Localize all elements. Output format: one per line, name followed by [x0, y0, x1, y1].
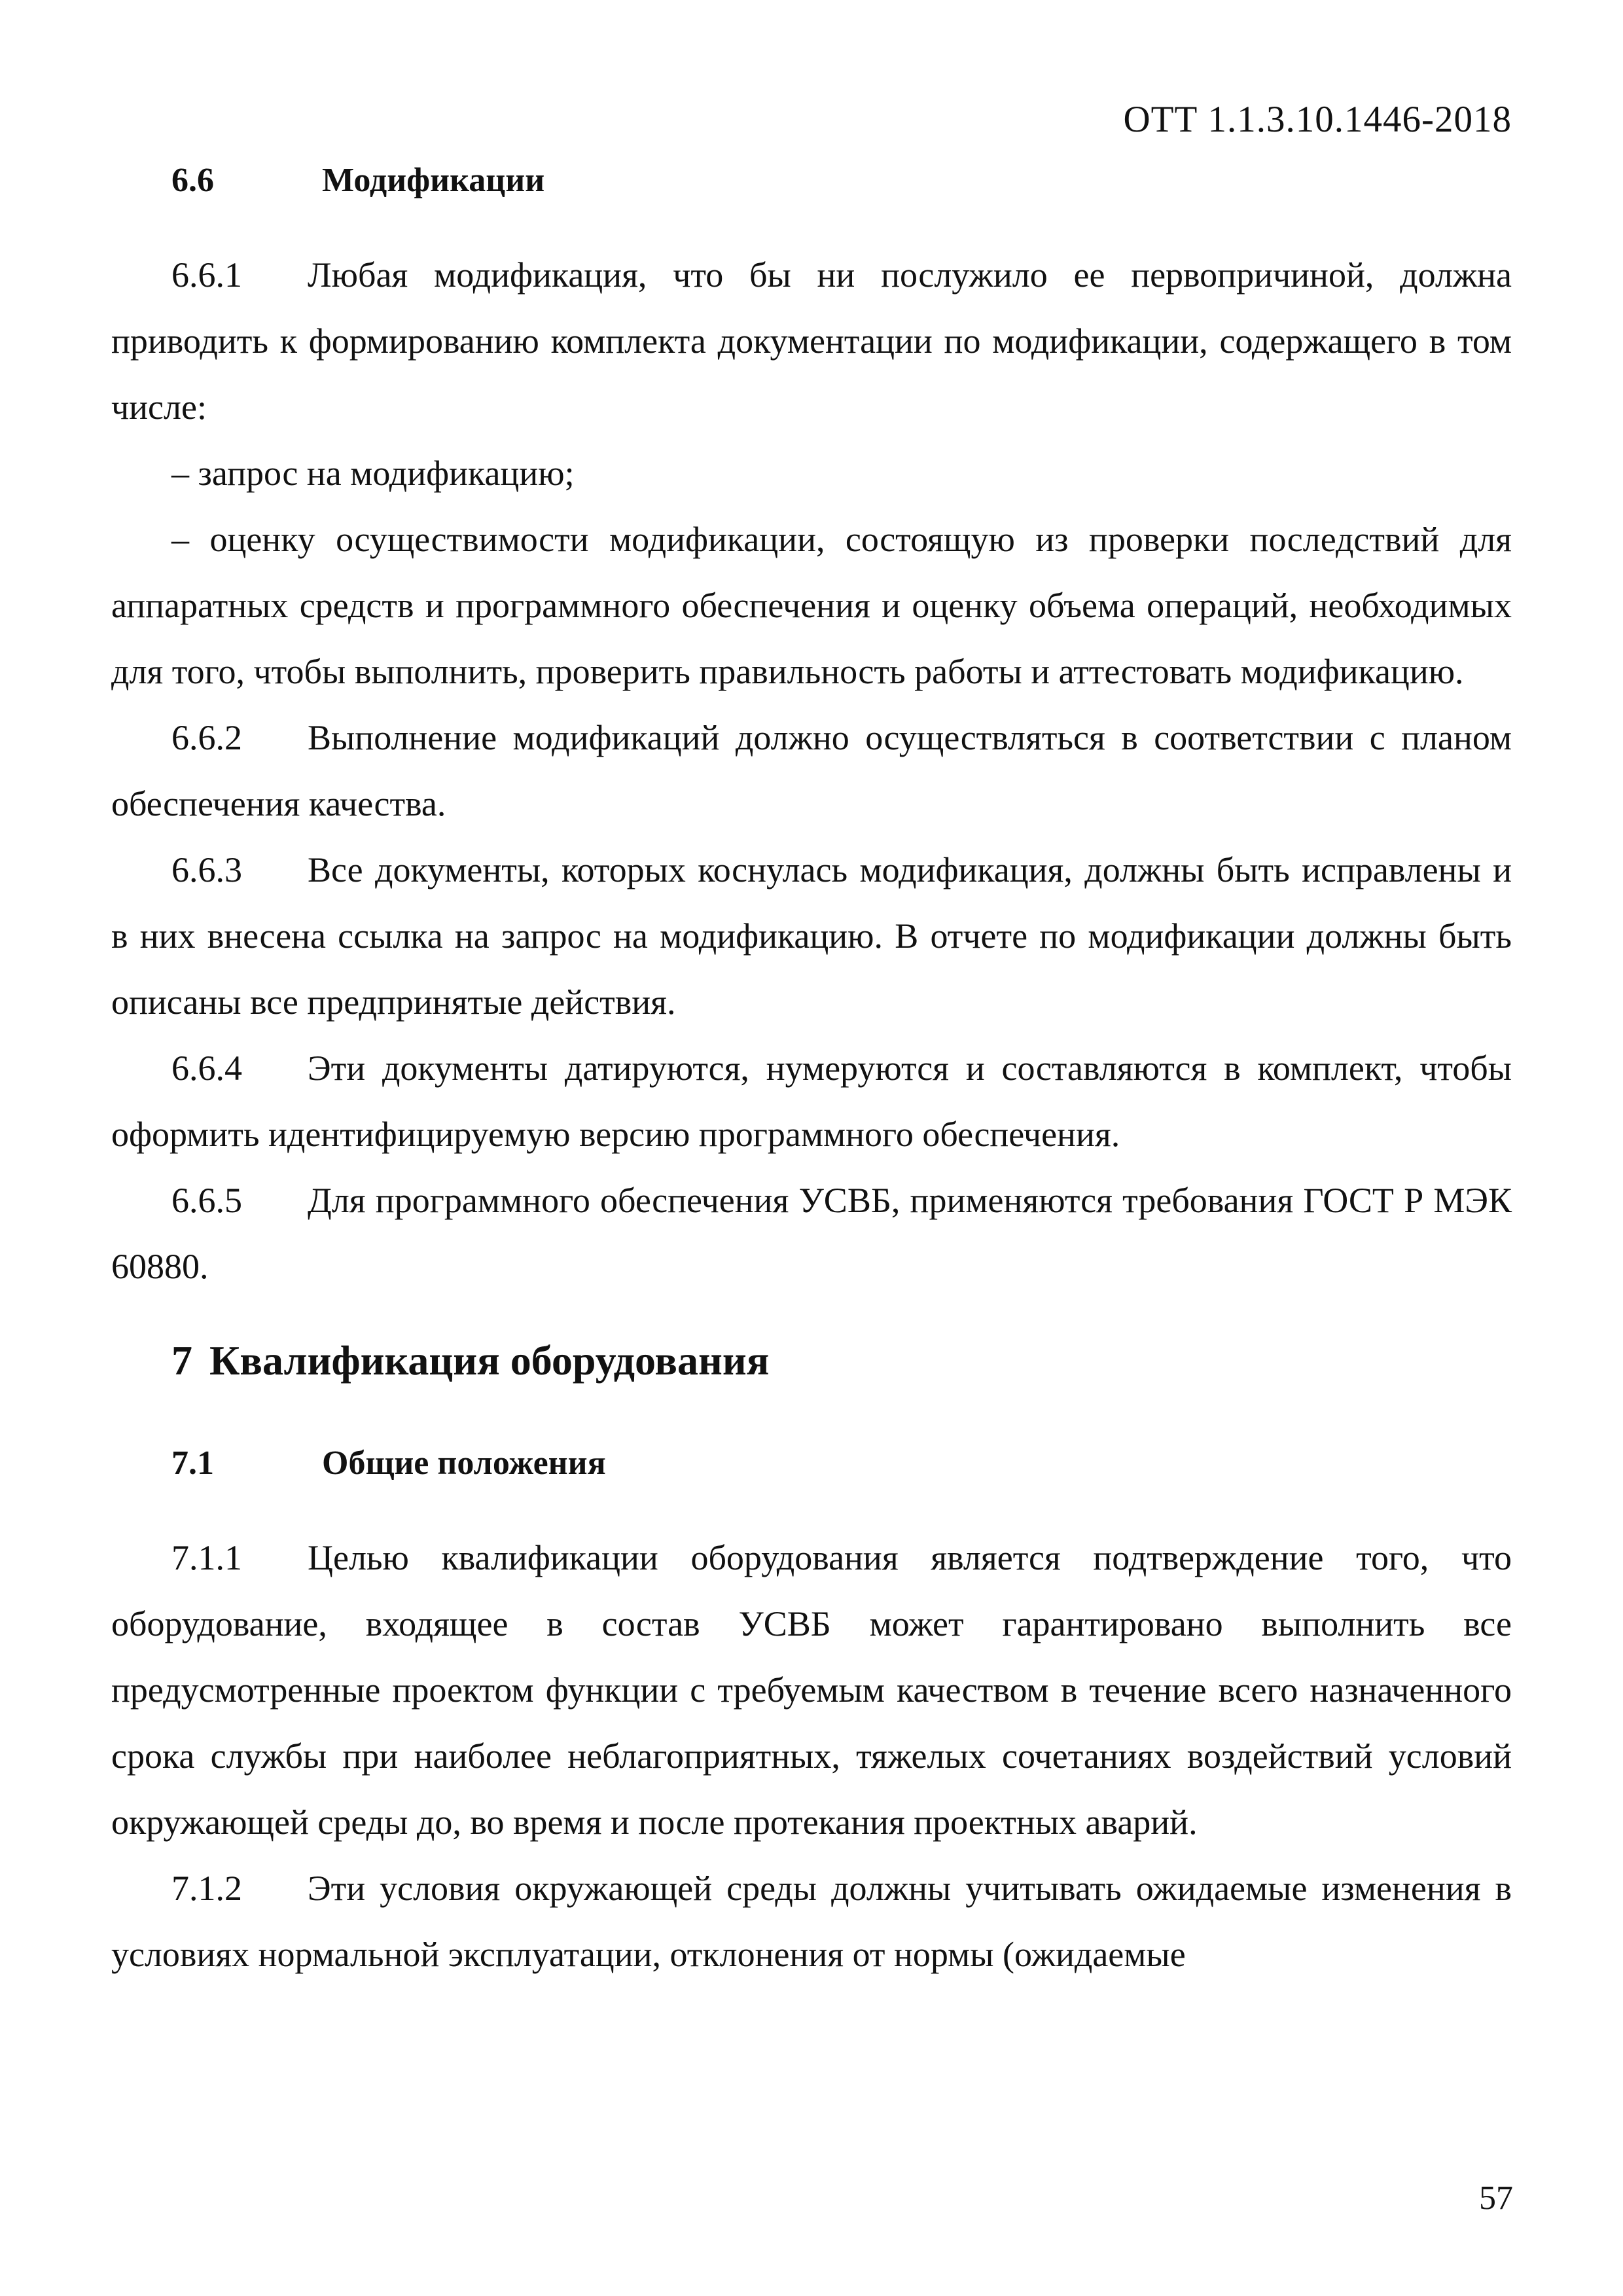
paragraph-number: 7.1.2	[171, 1869, 242, 1908]
section-title: Общие положения	[322, 1444, 606, 1482]
list-item: – оценку осуществимости модификации, состоящую из проверки последствий для аппаратных средств и программного обеспечения и оценку объема операций, необходимых для того, чтобы выполнить, проверить правильность работы и аттестовать модификацию.	[111, 520, 1512, 691]
paragraph-6-6-3	[111, 837, 1512, 1035]
spacer	[111, 1492, 1512, 1525]
paragraph-6-6-1	[111, 242, 1512, 440]
section-heading-6-6	[111, 152, 1512, 209]
section-heading-7-1	[111, 1435, 1512, 1492]
paragraph-number: 7.1.1	[171, 1538, 242, 1577]
paragraph-6-6-5	[111, 1168, 1512, 1300]
paragraph-text: Любая модификация, что бы ни послужило ее первопричиной, должна приводить к формированию комплекта документации по модификации, содержащего в том числе:	[111, 255, 1512, 427]
section-number: 6.6	[171, 162, 214, 199]
paragraph-number: 6.6.2	[171, 718, 242, 757]
paragraph-number: 6.6.5	[171, 1181, 242, 1220]
page-content	[111, 152, 1512, 1988]
page-number: 57	[1479, 2179, 1513, 2217]
paragraph-6-6-4	[111, 1035, 1512, 1168]
paragraph-text: Эти документы датируются, нумеруются и составляются в комплект, чтобы оформить идентифицируемую версию программного обеспечения.	[111, 1049, 1512, 1154]
paragraph-number: 6.6.1	[171, 255, 242, 295]
paragraph-text: Эти условия окружающей среды должны учитывать ожидаемые изменения в условиях нормальной эксплуатации, отклонения от нормы (ожидаемые	[111, 1869, 1512, 1974]
section-title: Квалификация оборудования	[209, 1337, 770, 1384]
paragraph-text: Все документы, которых коснулась модификация, должны быть исправлены и в них внесена ссылка на запрос на модификацию. В отчете по модификации должны быть описаны все предпринятые действия.	[111, 850, 1512, 1022]
document-code: ОТТ 1.1.3.10.1446-2018	[1123, 99, 1512, 140]
section-number: 7.1	[171, 1444, 214, 1482]
section-title: Модификации	[322, 162, 545, 199]
paragraph-number: 6.6.3	[171, 850, 242, 889]
paragraph-text: Для программного обеспечения УСВБ, применяются требования ГОСТ Р МЭК 60880.	[111, 1181, 1512, 1286]
list-item: – запрос на модификацию;	[171, 454, 575, 493]
paragraph-7-1-1	[111, 1525, 1512, 1856]
paragraph-number: 6.6.4	[171, 1049, 242, 1088]
paragraph-text: Выполнение модификаций должно осуществляться в соответствии с планом обеспечения качества.	[111, 718, 1512, 823]
paragraph-6-6-2	[111, 705, 1512, 837]
section-heading-7	[111, 1325, 1512, 1397]
paragraph-7-1-2	[111, 1856, 1512, 1988]
spacer	[111, 209, 1512, 242]
section-number: 7	[171, 1337, 192, 1384]
paragraph-text: Целью квалификации оборудования является подтверждение того, что оборудование, входящее в состав УСВБ может гарантировано выполнить все предусмотренные проектом функции с требуемым качеством в течение всего назначенного срока службы при наиболее неблагоприятных, тяжелых сочетаниях воздействий условий окружающей среды до, во время и после протекания проектных аварий.	[111, 1538, 1512, 1842]
